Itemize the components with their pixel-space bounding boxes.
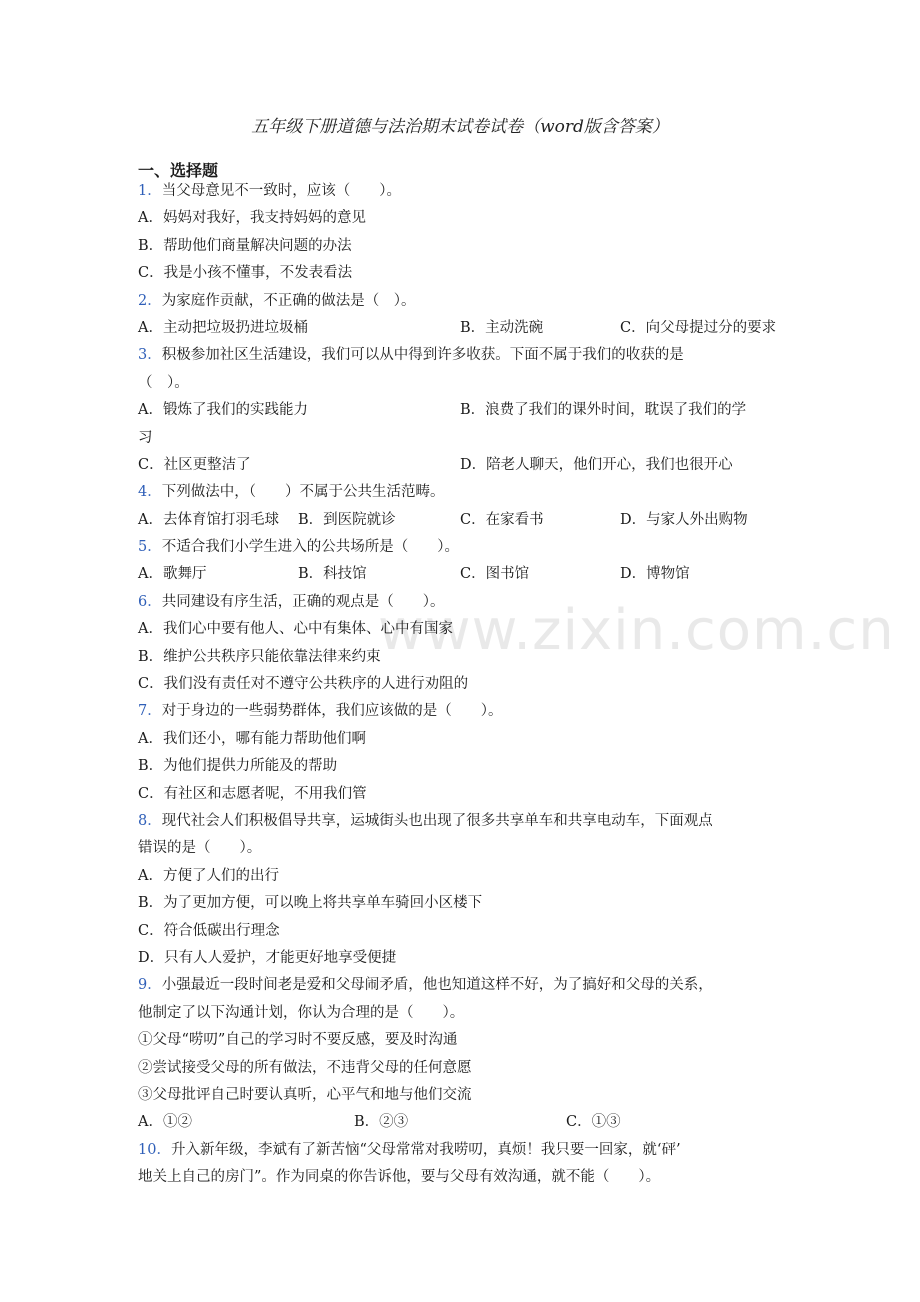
question-stem — [138, 1137, 788, 1164]
question-text: （ ）。 — [138, 374, 189, 391]
answer-option: B．科技馆 — [298, 566, 367, 583]
answer-option: C．符合低碳出行理念 — [138, 922, 280, 939]
answer-option: B．为他们提供力所能及的帮助 — [138, 758, 338, 775]
option-row — [138, 233, 788, 260]
question-text: 不适合我们小学生进入的公共场所是（ ）。 — [161, 539, 459, 556]
answer-option: C．①③ — [566, 1114, 621, 1131]
question-stem — [138, 178, 788, 205]
question-number: 1． — [138, 183, 162, 199]
option-row — [138, 945, 788, 972]
option-row — [138, 425, 788, 452]
question-stem-continued — [138, 835, 788, 862]
question-text: 升入新年级，李斌有了新苦恼“父母常常对我唠叨，真烦！我只要一回家，就‘砰’ — [170, 1141, 681, 1158]
answer-option: C．我是小孩不懂事，不发表看法 — [138, 265, 353, 282]
answer-option: D．博物馆 — [620, 566, 690, 583]
question-stem-continued — [138, 1027, 788, 1054]
option-row — [138, 507, 788, 534]
answer-option: D．与家人外出购物 — [620, 511, 748, 528]
question-number: 10． — [138, 1141, 171, 1158]
answer-option: A．歌舞厅 — [138, 566, 207, 583]
answer-option: A．妈妈对我好，我支持妈妈的意见 — [138, 210, 366, 227]
option-row — [138, 863, 788, 890]
question-list — [138, 178, 788, 1191]
option-row — [138, 918, 788, 945]
question-stem — [138, 972, 788, 999]
answer-option: D．陪老人聊天，他们开心，我们也很开心 — [460, 456, 733, 473]
answer-option: C．图书馆 — [460, 566, 530, 583]
answer-option: B．浪费了我们的课外时间，耽误了我们的学 — [460, 402, 747, 419]
question-text: 小强最近一段时间老是爱和父母闹矛盾，他也知道这样不好，为了搞好和父母的关系， — [161, 977, 713, 994]
question-stem — [138, 288, 788, 315]
question-text: 对于身边的一些弱势群体，我们应该做的是（ ）。 — [161, 703, 503, 720]
question-text: ③父母批评自己时要认真听，心平气和地与他们交流 — [138, 1086, 472, 1103]
answer-option: 习 — [138, 429, 153, 446]
answer-option: A．①② — [138, 1114, 192, 1131]
answer-option: B．维护公共秩序只能依靠法律来约束 — [138, 648, 381, 665]
option-row — [138, 452, 788, 479]
answer-option: B．帮助他们商量解决问题的办法 — [138, 237, 352, 254]
answer-option: A．方便了人们的出行 — [138, 867, 279, 884]
question-stem — [138, 479, 788, 506]
question-stem-continued — [138, 1082, 788, 1109]
answer-option: C．社区更整洁了 — [138, 456, 251, 473]
question-text: 当父母意见不一致时，应该（ ）。 — [161, 183, 401, 199]
answer-option: C．在家看书 — [460, 511, 544, 528]
question-text: ②尝试接受父母的所有做法，不违背父母的任何意愿 — [138, 1059, 472, 1076]
option-row — [138, 671, 788, 698]
answer-option: C．向父母提过分的要求 — [620, 319, 777, 336]
question-stem-continued — [138, 1055, 788, 1082]
option-row — [138, 726, 788, 753]
question-text: 积极参加社区生活建设，我们可以从中得到许多收获。下面不属于我们的收获的是 — [161, 347, 684, 364]
question-stem-continued — [138, 1164, 788, 1191]
answer-option: A．我们还小，哪有能力帮助他们啊 — [138, 730, 366, 747]
section-heading: 一、选择题 — [138, 161, 219, 180]
document-title: 五年级下册道德与法治期末试卷试卷（word版含答案） — [251, 117, 669, 137]
question-number: 3． — [138, 347, 162, 364]
question-number: 8． — [138, 812, 162, 829]
option-row — [138, 561, 788, 588]
question-text: 为家庭作贡献，不正确的做法是（ ）。 — [161, 292, 416, 309]
question-text: 共同建设有序生活，正确的观点是（ ）。 — [161, 593, 445, 610]
answer-option: B．到医院就诊 — [298, 511, 396, 528]
question-number: 6． — [138, 593, 162, 610]
answer-option: A．锻炼了我们的实践能力 — [138, 402, 308, 419]
question-text: 现代社会人们积极倡导共享，运城街头也出现了很多共享单车和共享电动车，下面观点 — [161, 812, 713, 829]
option-row — [138, 890, 788, 917]
option-row — [138, 753, 788, 780]
question-stem — [138, 342, 788, 369]
option-row — [138, 315, 788, 342]
question-text: 下列做法中，（ ）不属于公共生活范畴。 — [161, 484, 445, 501]
question-text: ①父母“唠叨”自己的学习时不要反感，要及时沟通 — [138, 1032, 458, 1049]
question-number: 7． — [138, 703, 162, 720]
answer-option: A．我们心中要有他人、心中有集体、心中有国家 — [138, 621, 453, 638]
answer-option: D．只有人人爱护，才能更好地享受便捷 — [138, 949, 397, 966]
question-number: 4． — [138, 484, 162, 501]
question-text: 他制定了以下沟通计划，你认为合理的是（ ）。 — [138, 1004, 465, 1021]
option-row — [138, 397, 788, 424]
option-row — [138, 260, 788, 287]
question-stem-continued — [138, 1000, 788, 1027]
answer-option: C．有社区和志愿者呢，不用我们管 — [138, 785, 367, 802]
question-stem — [138, 534, 788, 561]
option-row — [138, 781, 788, 808]
answer-option: B．主动洗碗 — [460, 319, 544, 336]
question-text: 错误的是（ ）。 — [138, 840, 262, 857]
question-stem — [138, 808, 788, 835]
watermark: www.zixin.com.cn — [378, 598, 895, 663]
question-stem — [138, 589, 788, 616]
question-stem — [138, 698, 788, 725]
answer-option: A．主动把垃圾扔进垃圾桶 — [138, 319, 308, 336]
option-row — [138, 616, 788, 643]
answer-option: A．去体育馆打羽毛球 — [138, 511, 279, 528]
option-row — [138, 205, 788, 232]
answer-option: B．②③ — [354, 1114, 409, 1131]
answer-option: C．我们没有责任对不遵守公共秩序的人进行劝阻的 — [138, 676, 469, 693]
question-stem-continued — [138, 370, 788, 397]
answer-option: B．为了更加方便，可以晚上将共享单车骑回小区楼下 — [138, 895, 483, 912]
question-number: 9． — [138, 977, 162, 994]
question-number: 2． — [138, 292, 162, 309]
option-row — [138, 644, 788, 671]
question-text: 地关上自己的房门”。作为同桌的你告诉他，要与父母有效沟通，就不能（ ）。 — [138, 1169, 661, 1186]
option-row — [138, 1109, 788, 1136]
question-number: 5． — [138, 539, 162, 556]
